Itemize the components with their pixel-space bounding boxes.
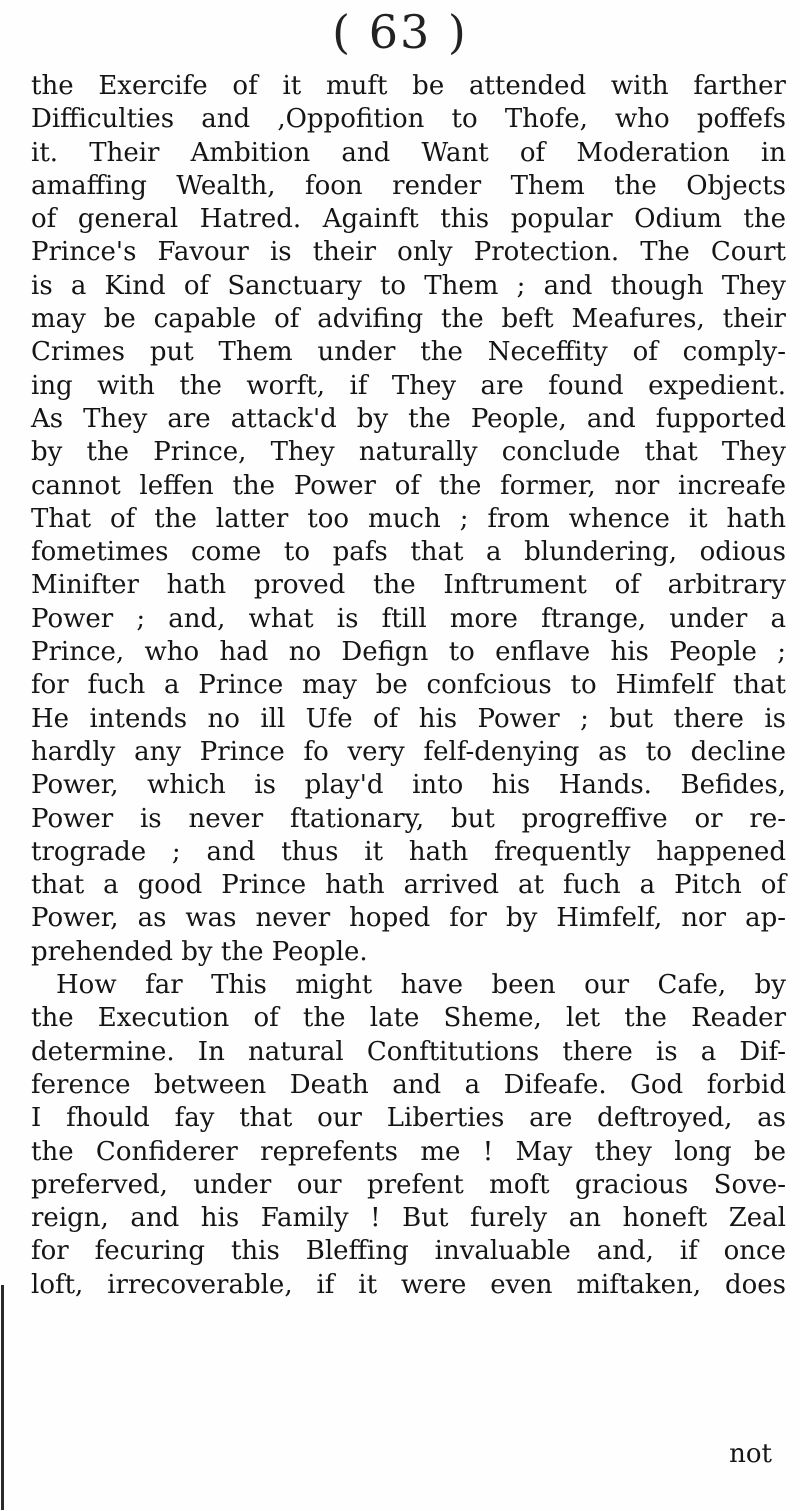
text-line: Difficulties and ,Oppofition to Thofe, who poffefs — [31, 104, 786, 135]
text-line: the Execution of the late Sheme, let the Reader — [31, 1003, 786, 1034]
text-line: by the Prince, They naturally conclude that They — [31, 437, 786, 468]
text-line: Minifter hath proved the Inftrument of arbitrary — [31, 570, 786, 601]
text-line: Crimes put Them under the Neceffity of comply- — [31, 337, 786, 368]
page-edge-shadow — [1, 1285, 4, 1510]
text-line: Power ; and, what is ftill more ftrange, under a — [31, 603, 786, 634]
text-line: for fuch a Prince may be confcious to Himfelf that — [31, 670, 786, 701]
text-line: of general Hatred. Againft this popular Odium the — [31, 204, 786, 235]
text-line: I fhould fay that our Liberties are deftroyed, as — [31, 1103, 786, 1134]
body-text — [31, 70, 786, 1302]
text-line: Prince, who had no Defign to enflave his People ; — [31, 637, 786, 668]
text-line: ference between Death and a Difeafe. God forbid — [31, 1069, 786, 1100]
text-line: preferved, under our prefent moft gracious Sove- — [31, 1169, 786, 1200]
text-line: As They are attack'd by the People, and fupported — [31, 403, 786, 434]
text-line: determine. In natural Conftitutions there is a Dif- — [31, 1036, 786, 1067]
text-line: amaffing Wealth, foon render Them the Objects — [31, 170, 786, 201]
text-line: Power, as was never hoped for by Himfelf, nor ap- — [31, 903, 786, 934]
text-line: may be capable of advifing the beft Meafures, their — [31, 304, 786, 335]
text-line: is a Kind of Sanctuary to Them ; and though They — [31, 270, 786, 301]
text-line: loft, irrecoverable, if it were even miftaken, does — [31, 1269, 786, 1300]
text-line: fometimes come to pafs that a blundering, odious — [31, 537, 786, 568]
text-line: the Confiderer reprefents me ! May they long be — [31, 1136, 786, 1167]
text-line: trograde ; and thus it hath frequently happened — [31, 836, 786, 867]
text-line: reign, and his Family ! But furely an honeft Zeal — [31, 1203, 786, 1234]
catchword: not — [729, 1439, 772, 1469]
text-line: it. Their Ambition and Want of Moderation in — [31, 137, 786, 168]
text-line: cannot leffen the Power of the former, nor increafe — [31, 470, 786, 501]
text-line: He intends no ill Ufe of his Power ; but there is — [31, 703, 786, 734]
page-number: ( 63 ) — [332, 5, 468, 59]
text-line: Prince's Favour is their only Protection. The Court — [31, 237, 786, 268]
text-line: hardly any Prince fo very felf-denying as to decline — [31, 736, 786, 767]
text-line: ing with the worft, if They are found expedient. — [31, 370, 786, 401]
text-line: That of the latter too much ; from whence it hath — [31, 503, 786, 534]
text-line: Power, which is play'd into his Hands. Befides, — [31, 770, 786, 801]
text-line: that a good Prince hath arrived at fuch a Pitch of — [31, 870, 786, 901]
text-line: Power is never ftationary, but progreffive or re- — [31, 803, 786, 834]
text-line: How far This might have been our Cafe, by — [56, 970, 786, 1001]
text-line: prehended by the People. — [31, 936, 368, 967]
text-line: for fecuring this Bleffing invaluable and, if once — [31, 1236, 786, 1267]
text-line: the Exercife of it muft be attended with farther — [31, 71, 786, 101]
